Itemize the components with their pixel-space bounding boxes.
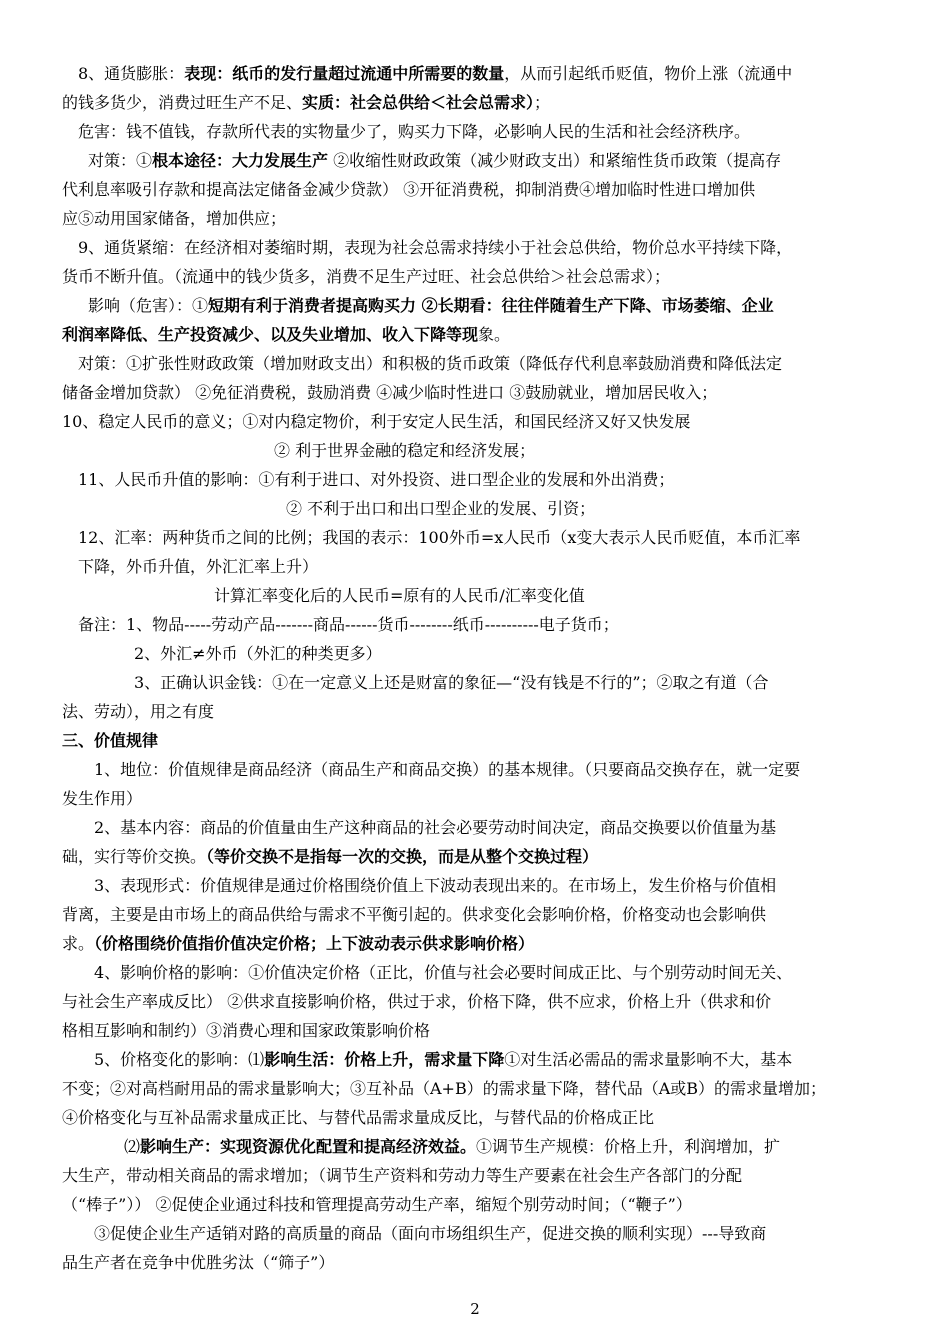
text-run: 储备金增加贷款） ②免征消费税，鼓励消费 ④减少临时性进口 ③鼓励就业，增加居民收入； bbox=[62, 383, 718, 402]
text-run: 法、劳动），用之有度 bbox=[62, 702, 215, 721]
text-line bbox=[62, 89, 550, 116]
text-run: 备注：1、物品-----劳动产品-------商品------货币--------纸币----------电子货币； bbox=[78, 615, 619, 634]
text-run: 货币不断升值。（流通中的钱少货多，消费不足生产过旺、社会总供给＞社会总需求）； bbox=[62, 267, 671, 286]
text-run: 11、人民币升值的影响：①有利于进口、对外投资、进口型企业的发展和外出消费； bbox=[78, 470, 675, 489]
text-line bbox=[62, 1104, 654, 1131]
bold-text-run: 表现：纸币的发行量超过流通中所需要的数量 bbox=[184, 64, 505, 83]
page-number: 2 bbox=[470, 1300, 480, 1318]
text-run: ② 不利于出口和出口型企业的发展、引资； bbox=[286, 499, 596, 518]
text-run: ； bbox=[534, 93, 551, 112]
text-run: 品生产者在竞争中优胜劣汰（“筛子”） bbox=[62, 1253, 335, 1272]
text-run: 应⑤动用国家储备，增加供应； bbox=[62, 209, 287, 228]
text-line bbox=[62, 321, 510, 348]
text-line bbox=[62, 843, 598, 870]
text-line bbox=[134, 669, 769, 696]
text-line bbox=[62, 1017, 430, 1044]
text-run: 格相互影响和制约）③消费心理和国家政策影响价格 bbox=[62, 1021, 431, 1040]
bold-text-run: 利润率降低、生产投资减少、以及失业增加、收入下降等现 bbox=[62, 325, 479, 344]
text-line bbox=[94, 872, 776, 899]
text-line bbox=[62, 379, 717, 406]
bold-text-run: 三、价值规律 bbox=[62, 731, 159, 750]
bold-text-run: （价格围绕价值指价值决定价格；上下波动表示供求影响价格） bbox=[94, 934, 535, 953]
text-line bbox=[62, 930, 534, 957]
bold-text-run: 短期有利于消费者提高购买力 ②长期看：往往伴随着生产下降、市场萎缩、企业 bbox=[208, 296, 774, 315]
text-run: 对策：① bbox=[88, 151, 153, 170]
text-run: 5、价格变化的影响：⑴ bbox=[94, 1050, 265, 1069]
text-run: 与社会生产率成反比） ②供求直接影响价格，供过于求，价格下降，供不应求，价格上升（供求和价 bbox=[62, 992, 772, 1011]
text-run: 3、表现形式：价值规律是通过价格围绕价值上下波动表现出来的。在市场上，发生价格与价值相 bbox=[94, 876, 777, 895]
text-line bbox=[62, 1075, 826, 1102]
text-line bbox=[78, 118, 750, 145]
text-line bbox=[88, 147, 781, 174]
text-line bbox=[274, 437, 535, 464]
text-line bbox=[78, 60, 792, 87]
text-line bbox=[62, 901, 766, 928]
text-line bbox=[94, 1220, 766, 1247]
text-run: 影响（危害）：① bbox=[88, 296, 209, 315]
text-run: 大生产，带动相关商品的需求增加；（调节生产资料和劳动力等生产要素在社会生产各部门的分配 bbox=[62, 1166, 743, 1185]
text-line bbox=[124, 1133, 780, 1160]
text-line bbox=[62, 698, 214, 725]
bold-text-run: 实质：社会总供给＜社会总需求） bbox=[302, 93, 535, 112]
text-line bbox=[62, 988, 771, 1015]
text-line bbox=[134, 640, 382, 667]
text-run: 3、正确认识金钱：①在一定意义上还是财富的象征—“没有钱是不行的”；②取之有道（合 bbox=[134, 673, 769, 692]
text-line bbox=[62, 1162, 742, 1189]
text-run: ②收缩性财政政策（减少财政支出）和紧缩性货币政策（提高存 bbox=[328, 151, 782, 170]
bold-text-run: 根本途径：大力发展生产 bbox=[152, 151, 329, 170]
text-run: ② 利于世界金融的稳定和经济发展； bbox=[274, 441, 536, 460]
text-run: 求。 bbox=[62, 934, 95, 953]
text-line bbox=[94, 1046, 792, 1073]
text-line bbox=[286, 495, 595, 522]
text-run: ，从而引起纸币贬值，物价上涨（流通中 bbox=[504, 64, 793, 83]
text-run: 象。 bbox=[478, 325, 511, 344]
bold-text-run: 影响生活：价格上升，需求量下降 bbox=[264, 1050, 505, 1069]
text-line bbox=[78, 524, 800, 551]
text-line bbox=[62, 1249, 334, 1276]
text-run: 下降，外币升值，外汇汇率上升） bbox=[78, 557, 319, 576]
text-run: 背离，主要是由市场上的商品供给与需求不平衡引起的。供求变化会影响价格，价格变动也会影响供 bbox=[62, 905, 767, 924]
text-line bbox=[62, 1191, 692, 1218]
text-run: 危害：钱不值钱，存款所代表的实物量少了，购买力下降，必影响人民的生活和社会经济秩序。 bbox=[78, 122, 751, 141]
text-run: 对策：①扩张性财政政策（增加财政支出）和积极的货币政策（降低存代利息率鼓励消费和降低法定 bbox=[78, 354, 783, 373]
text-line bbox=[78, 611, 619, 638]
text-run: ④价格变化与互补品需求量成正比、与替代品需求量成反比，与替代品的价格成正比 bbox=[62, 1108, 655, 1127]
text-run: 10、稳定人民币的意义；①对内稳定物价，利于安定人民生活，和国民经济又好又快发展 bbox=[62, 412, 691, 431]
text-run: 9、通货紧缩：在经济相对萎缩时期，表现为社会总需求持续小于社会总供给，物价总水平持续下降， bbox=[78, 238, 793, 257]
text-line bbox=[94, 959, 792, 986]
text-run: 1、地位：价值规律是商品经济（商品生产和商品交换）的基本规律。（只要商品交换存在，就一定要 bbox=[94, 760, 801, 779]
text-line bbox=[62, 408, 690, 435]
text-line bbox=[88, 292, 774, 319]
text-run: 代利息率吸引存款和提高法定储备金减少贷款） ③开征消费税，抑制消费④增加临时性进口增加供 bbox=[62, 180, 756, 199]
text-line bbox=[94, 814, 776, 841]
text-line bbox=[78, 234, 792, 261]
text-run: 2、基本内容：商品的价值量由生产这种商品的社会必要劳动时间决定，商品交换要以价值量为基 bbox=[94, 818, 777, 837]
text-run: 12、汇率：两种货币之间的比例；我国的表示：100外币=x人民币（x变大表示人民币贬值，本币汇率 bbox=[78, 528, 801, 547]
section-heading bbox=[62, 727, 158, 754]
text-line bbox=[78, 466, 674, 493]
text-line bbox=[62, 205, 286, 232]
text-line bbox=[62, 176, 755, 203]
text-line bbox=[78, 350, 782, 377]
text-run: 8、通货膨胀： bbox=[78, 64, 185, 83]
text-run: 础，实行等价交换。 bbox=[62, 847, 207, 866]
text-line bbox=[78, 553, 318, 580]
text-line bbox=[62, 785, 142, 812]
text-run: 发生作用） bbox=[62, 789, 143, 808]
bold-text-run: （等价交换不是指每一次的交换，而是从整个交换过程） bbox=[206, 847, 599, 866]
text-run: ①调节生产规模：价格上升，利润增加，扩 bbox=[476, 1137, 781, 1156]
text-line bbox=[214, 582, 585, 609]
text-run: ①对生活必需品的需求量影响不大，基本 bbox=[504, 1050, 793, 1069]
text-run: ③促使企业生产适销对路的高质量的商品（面向市场组织生产，促进交换的顺利实现）---导致商 bbox=[94, 1224, 767, 1243]
text-run: 的钱多货少，消费过旺生产不足、 bbox=[62, 93, 303, 112]
text-line bbox=[94, 756, 800, 783]
text-line bbox=[62, 263, 670, 290]
text-run: 不变；②对高档耐用品的需求量影响大；③互补品（A+B）的需求量下降，替代品（A或B）的需求量增加； bbox=[62, 1079, 827, 1098]
text-run: 计算汇率变化后的人民币=原有的人民币/汇率变化值 bbox=[214, 586, 585, 605]
text-run: ⑵ bbox=[124, 1137, 141, 1156]
text-run: 4、影响价格的影响：①价值决定价格（正比，价值与社会必要时间成正比、与个别劳动时间无关、 bbox=[94, 963, 793, 982]
text-run: （“棒子”）） ②促使企业通过科技和管理提高劳动生产率，缩短个别劳动时间；（“鞭子”） bbox=[62, 1195, 692, 1214]
bold-text-run: 影响生产：实现资源优化配置和提高经济效益。 bbox=[140, 1137, 477, 1156]
text-run: 2、外汇≠外币（外汇的种类更多） bbox=[134, 644, 382, 663]
